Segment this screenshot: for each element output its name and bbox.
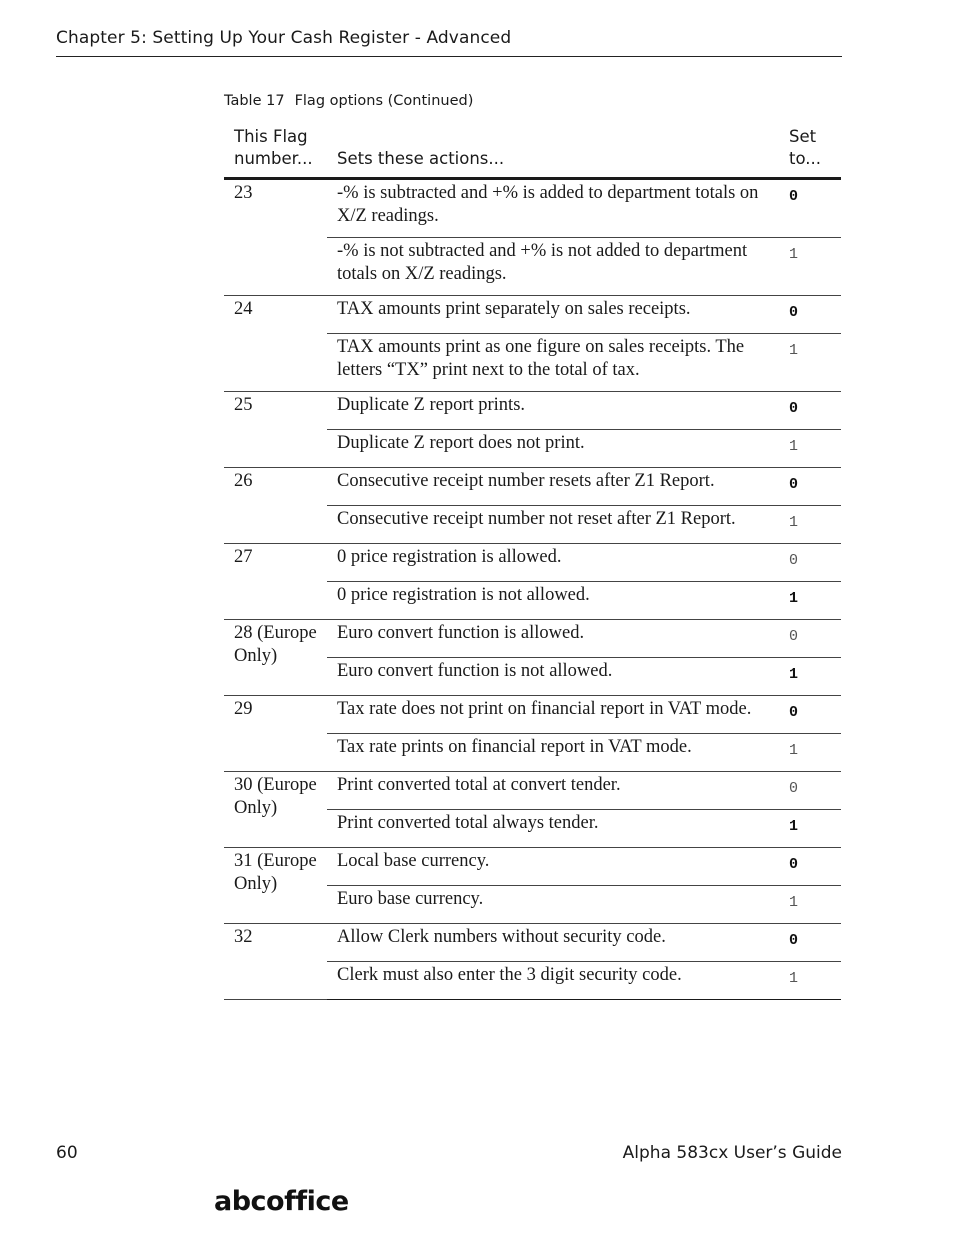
table-body xyxy=(224,179,841,1000)
set-value: 1 xyxy=(781,430,841,468)
header-set-to-line1: Set xyxy=(789,127,817,146)
table-row xyxy=(224,620,841,658)
set-value: 1 xyxy=(781,334,841,392)
flag-action: 0 price registration is not allowed. xyxy=(327,582,781,620)
flag-number: 31 (Europe Only) xyxy=(224,848,327,924)
header-flag-number-line1: This Flag xyxy=(234,127,308,146)
default-set-value: 0 xyxy=(781,392,841,430)
default-set-value: 0 xyxy=(781,848,841,886)
set-value: 1 xyxy=(781,238,841,296)
flag-action: Tax rate does not print on financial report in VAT mode. xyxy=(327,696,781,734)
header-flag-number xyxy=(224,126,327,179)
flag-action: Euro base currency. xyxy=(327,886,781,924)
header-set-to xyxy=(781,126,841,179)
set-value: 1 xyxy=(781,734,841,772)
flag-action: Clerk must also enter the 3 digit security code. xyxy=(327,962,781,1000)
flag-number: 24 xyxy=(224,296,327,392)
page-number: 60 xyxy=(56,1143,78,1163)
running-header: Chapter 5: Setting Up Your Cash Register - Advanced xyxy=(56,28,512,48)
flag-number: 32 xyxy=(224,924,327,1000)
flag-number: 28 (Europe Only) xyxy=(224,620,327,696)
default-set-value: 0 xyxy=(781,296,841,334)
default-set-value: 0 xyxy=(781,696,841,734)
set-value: 1 xyxy=(781,962,841,1000)
flag-action: Consecutive receipt number not reset after Z1 Report. xyxy=(327,506,781,544)
flag-number: 27 xyxy=(224,544,327,620)
header-flag-number-line2: number... xyxy=(234,149,313,168)
table-row xyxy=(224,696,841,734)
header-actions: Sets these actions... xyxy=(327,126,781,179)
default-set-value: 1 xyxy=(781,810,841,848)
table-row xyxy=(224,468,841,506)
flag-action: -% is not subtracted and +% is not added to department totals on X/Z readings. xyxy=(327,238,781,296)
flag-action: Print converted total always tender. xyxy=(327,810,781,848)
table-row xyxy=(224,772,841,810)
flag-action: 0 price registration is allowed. xyxy=(327,544,781,582)
flag-number: 26 xyxy=(224,468,327,544)
flag-action: Local base currency. xyxy=(327,848,781,886)
table-row xyxy=(224,392,841,430)
header-rule xyxy=(56,56,842,57)
set-value: 0 xyxy=(781,772,841,810)
flag-number: 25 xyxy=(224,392,327,468)
table-row xyxy=(224,848,841,886)
table-number: Table 17 xyxy=(224,93,285,109)
flag-number: 23 xyxy=(224,179,327,296)
flag-action: Print converted total at convert tender. xyxy=(327,772,781,810)
flag-options-table xyxy=(224,126,841,1000)
table-header-row xyxy=(224,126,841,179)
set-value: 0 xyxy=(781,544,841,582)
flag-action: Consecutive receipt number resets after Z1 Report. xyxy=(327,468,781,506)
table-row xyxy=(224,544,841,582)
flag-action: Tax rate prints on financial report in VAT mode. xyxy=(327,734,781,772)
set-value: 1 xyxy=(781,506,841,544)
brand-logo: abcoffice xyxy=(214,1186,349,1217)
default-set-value: 0 xyxy=(781,924,841,962)
flag-action: Duplicate Z report does not print. xyxy=(327,430,781,468)
guide-title: Alpha 583cx User’s Guide xyxy=(622,1143,842,1163)
flag-action: TAX amounts print separately on sales receipts. xyxy=(327,296,781,334)
set-value: 0 xyxy=(781,620,841,658)
table-caption xyxy=(224,93,473,109)
table-row xyxy=(224,296,841,334)
table-row xyxy=(224,924,841,962)
default-set-value: 0 xyxy=(781,179,841,238)
flag-action: Euro convert function is not allowed. xyxy=(327,658,781,696)
default-set-value: 1 xyxy=(781,582,841,620)
flag-action: -% is subtracted and +% is added to department totals on X/Z readings. xyxy=(327,179,781,238)
flag-action: Allow Clerk numbers without security code. xyxy=(327,924,781,962)
set-value: 1 xyxy=(781,886,841,924)
flag-action: TAX amounts print as one figure on sales receipts. The letters “TX” print next to the total of tax. xyxy=(327,334,781,392)
default-set-value: 0 xyxy=(781,468,841,506)
flag-number: 30 (Europe Only) xyxy=(224,772,327,848)
flag-action: Duplicate Z report prints. xyxy=(327,392,781,430)
flag-action: Euro convert function is allowed. xyxy=(327,620,781,658)
default-set-value: 1 xyxy=(781,658,841,696)
header-set-to-line2: to... xyxy=(789,149,822,168)
flag-number: 29 xyxy=(224,696,327,772)
table-row xyxy=(224,179,841,238)
table-title: Flag options (Continued) xyxy=(294,93,474,109)
